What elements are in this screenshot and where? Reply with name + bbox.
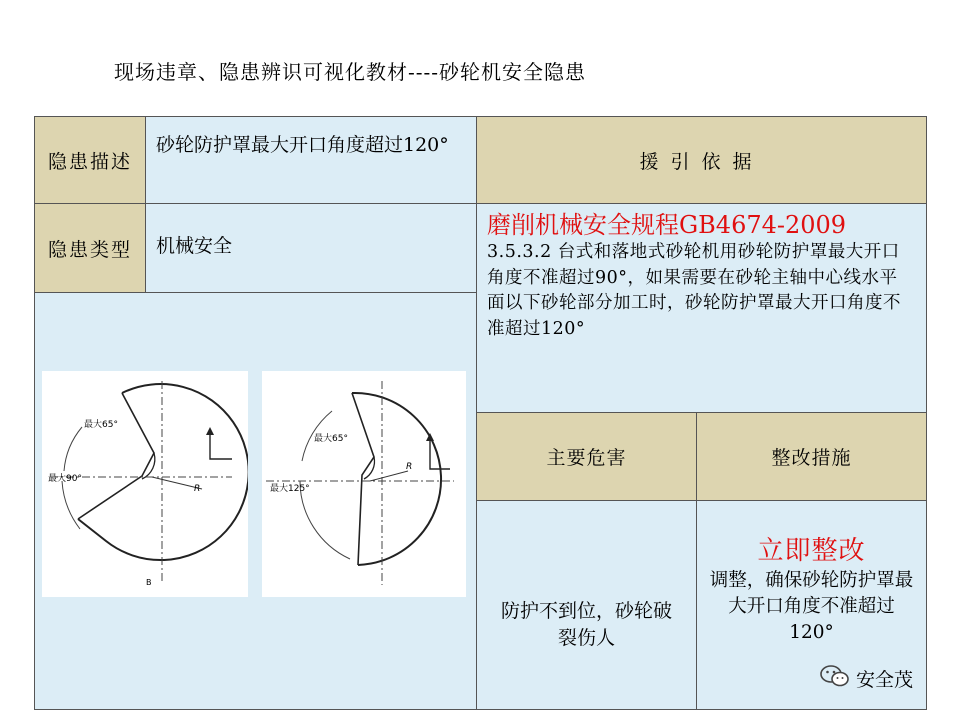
standard-clause: 3.5.3.2 台式和落地式砂轮机用砂轮防护罩最大开口角度不准超过90°，如果需要在砂轮主轴中心线水平面以下砂轮部分加工时，砂轮防护罩最大开口角度不准超过120° [487, 242, 901, 339]
hazard-desc-value: 砂轮防护罩最大开口角度超过120° [145, 116, 477, 204]
measure-label: 整改措施 [696, 412, 927, 501]
measure-text: 调整，确保砂轮防护罩最大开口角度不准超过120° [709, 570, 914, 643]
grinding-wheel-guard-diagram-90 [42, 371, 248, 597]
wechat-icon [820, 664, 850, 693]
radius-label: R [194, 484, 201, 494]
basis-content [476, 203, 927, 413]
page-title: 现场违章、隐患辨识可视化教材----砂轮机安全隐患 [114, 60, 587, 84]
diagram-left [42, 371, 248, 597]
hazard-type-value: 机械安全 [145, 203, 477, 293]
harm-text: 防护不到位，砂轮破裂伤人 [500, 600, 672, 649]
angle-top-label: 最大65° [314, 434, 348, 444]
angle-side-label: 最大125° [270, 484, 310, 494]
harm-value [476, 500, 697, 710]
diagram-right [262, 371, 466, 597]
harm-label: 主要危害 [476, 412, 697, 501]
radius-label: R [406, 462, 413, 472]
measure-headline: 立即整改 [757, 536, 866, 566]
angle-top-label: 最大65° [84, 420, 118, 430]
grinding-wheel-guard-diagram-125 [262, 371, 466, 597]
standard-name: 磨削机械安全规程GB4674-2009 [487, 211, 847, 239]
diagram-caption: B [146, 578, 152, 587]
watermark-text: 安全茂 [856, 669, 914, 691]
watermark [820, 664, 913, 693]
angle-side-label: 最大90° [48, 474, 82, 484]
basis-header: 援引依据 [476, 116, 927, 204]
hazard-desc-label: 隐患描述 [34, 116, 146, 204]
hazard-type-label: 隐患类型 [34, 203, 146, 293]
